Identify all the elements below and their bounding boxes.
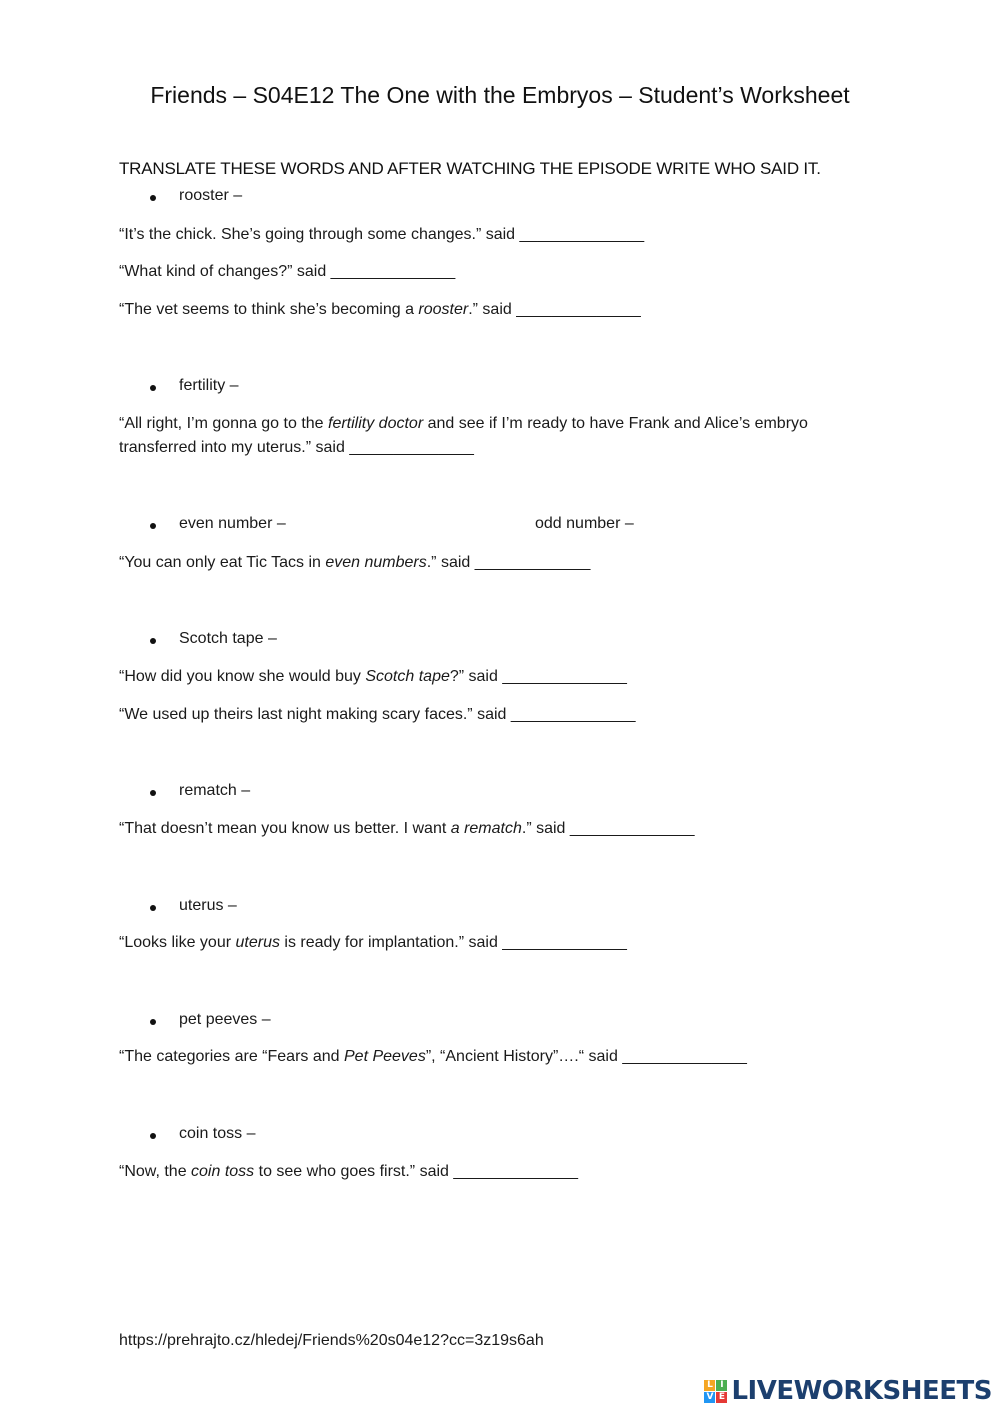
quote-emphasis: Scotch tape [365, 668, 450, 685]
quote-text: and see if I’m ready to have Frank and Alice’s embryo transferred into my uterus.” said [119, 415, 808, 456]
answer-blank[interactable]: ______________ [502, 934, 627, 951]
quote-text: .” said [521, 820, 566, 837]
bullet-icon [150, 638, 156, 644]
logo-text: LIVEWORKSHEETS [731, 1376, 992, 1406]
vocab-word: even number – [179, 515, 286, 532]
quote-text: “The categories are “Fears and [119, 1048, 344, 1065]
quote-text: “What kind of changes?” said [119, 263, 327, 280]
vocab-word: Scotch tape – [179, 630, 277, 647]
bullet-icon [150, 195, 156, 201]
bullet-icon [150, 385, 156, 391]
quote-emphasis: coin toss [191, 1163, 255, 1180]
quote-text: “Now, the [119, 1163, 192, 1180]
quote-text: “That doesn’t mean you know us better. I want [119, 820, 451, 837]
vocab-word: uterus – [179, 897, 237, 914]
bullet-icon [150, 523, 156, 529]
quote-line [119, 668, 627, 686]
bullet-icon [150, 790, 156, 796]
vocab-item-fertility [179, 377, 239, 395]
quote-emphasis: Pet Peeves [344, 1048, 426, 1065]
quote-line [119, 412, 869, 460]
quote-line [119, 226, 644, 244]
answer-blank[interactable]: ______________ [510, 706, 636, 723]
quote-line [119, 301, 641, 319]
quote-emphasis: fertility doctor [328, 415, 424, 432]
quote-line [119, 263, 455, 281]
quote-line [119, 1048, 747, 1066]
logo-tile: I [716, 1380, 727, 1391]
answer-blank[interactable]: ______________ [349, 439, 474, 456]
answer-blank[interactable]: ______________ [502, 668, 627, 685]
vocab-item-scotch-tape [179, 630, 277, 648]
vocab-word: rooster – [179, 187, 243, 204]
bullet-icon [150, 1133, 156, 1139]
quote-emphasis: even numbers [325, 554, 427, 571]
vocab-word: coin toss – [179, 1125, 256, 1142]
vocab-item-even-number [179, 515, 286, 533]
instructions: TRANSLATE THESE WORDS AND AFTER WATCHING THE EPISODE WRITE WHO SAID IT. [119, 159, 821, 178]
quote-text: “It’s the chick. She’s going through some changes.” said [119, 226, 516, 243]
answer-blank[interactable]: _____________ [474, 554, 591, 571]
quote-line [119, 706, 635, 724]
vocab-word: pet peeves – [179, 1011, 271, 1028]
logo-tile: L [704, 1380, 715, 1391]
vocab-item-odd-number: odd number – [535, 515, 634, 532]
quote-emphasis: a rematch [450, 820, 522, 837]
quote-text: ?” said [449, 668, 498, 685]
quote-text: “The vet seems to think she’s becoming a [119, 301, 419, 318]
quote-line [119, 1163, 578, 1181]
source-url[interactable]: https://prehrajto.cz/hledej/Friends%20s04e12?cc=3z19s6ah [119, 1332, 544, 1349]
answer-blank[interactable]: ______________ [330, 263, 456, 280]
quote-emphasis: uterus [235, 934, 280, 951]
answer-blank[interactable]: ______________ [622, 1048, 747, 1065]
quote-line [119, 554, 590, 572]
quote-line [119, 934, 627, 952]
quote-text: “All right, I’m gonna go to the [119, 415, 328, 432]
worksheet-title: Friends – S04E12 The One with the Embryos – Student’s Worksheet [150, 82, 850, 108]
vocab-item-pet-peeves [179, 1011, 271, 1029]
vocab-word: rematch – [179, 782, 251, 799]
liveworksheets-logo[interactable] [704, 1376, 992, 1406]
quote-text: to see who goes first.” said [254, 1163, 449, 1180]
bullet-icon [150, 905, 156, 911]
quote-text: “How did you know she would buy [119, 668, 366, 685]
vocab-word: fertility – [179, 377, 239, 394]
answer-blank[interactable]: ______________ [519, 226, 645, 243]
logo-tile: V [704, 1392, 715, 1403]
quote-text: .” said [426, 554, 471, 571]
answer-blank[interactable]: ______________ [516, 301, 641, 318]
answer-blank[interactable]: ______________ [569, 820, 695, 837]
quote-emphasis: rooster [418, 301, 469, 318]
quote-text: ”, “Ancient History”….“ said [425, 1048, 618, 1065]
vocab-item-rematch [179, 782, 250, 800]
quote-line [119, 820, 694, 838]
quote-text: is ready for implantation.” said [279, 934, 498, 951]
vocab-item-rooster [179, 187, 242, 205]
quote-text: “We used up theirs last night making scary faces.” said [119, 706, 507, 723]
quote-text: “You can only eat Tic Tacs in [119, 554, 326, 571]
quote-text: .” said [468, 301, 512, 318]
logo-tiles-icon [704, 1380, 727, 1403]
logo-tile: E [716, 1392, 727, 1403]
vocab-item-uterus [179, 897, 237, 915]
quote-text: “Looks like your [119, 934, 236, 951]
bullet-icon [150, 1019, 156, 1025]
vocab-item-coin-toss [179, 1125, 255, 1143]
answer-blank[interactable]: ______________ [453, 1163, 578, 1180]
